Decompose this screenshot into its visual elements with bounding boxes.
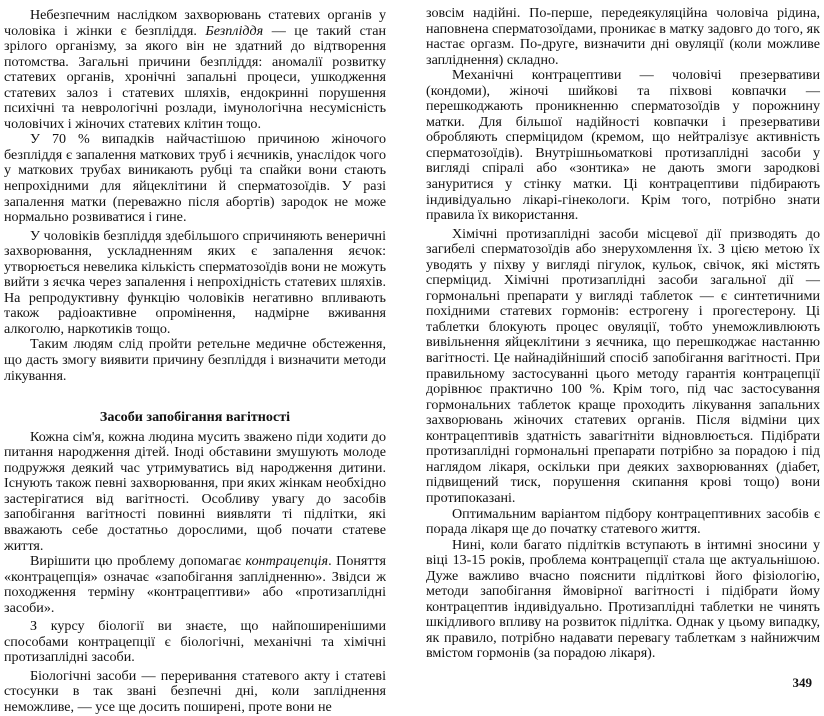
paragraph-teen-contraception: Нині, коли багато підлітків вступають в інтимні зносини у віці 13-15 років, проблема контрацепції стала ще актуальнішою. Дуже важливо вчасно пояснити підліткові його фізіологію, методи запобігання ймовірної вагітності і підібрати йому контрацептив індивідуально. Протизаплідні таблетки не чинять шкідливого впливу на розвиток підлітка. Однак у цьому випадку, як правило, потрібно надавати перевагу таблеткам з найнижчим вмістом гормонів (за порадою лікаря). bbox=[426, 536, 820, 662]
paragraph-medical-examination: Таким людям слід пройти ретельне медичне обстеження, що дасть змогу виявити причину безпліддя і визначити методи лікування. bbox=[4, 336, 386, 384]
paragraph-biological-unreliable: зовсім надійні. По-перше, передеякуляційна чоловіча рідина, наповнена сперматозоїдами, проникає в матку задовго до того, як настає оргазм. По-друге, визначити дні овуляції (коли можливе запліднення) складно. bbox=[426, 5, 820, 68]
left-column bbox=[4, 8, 386, 716]
section-heading: Засоби запобігання вагітності bbox=[99, 409, 291, 426]
paragraph-mechanical-contraceptives: Механічні контрацептиви — чоловічі презервативи (кондоми), жіночі шийкові та піхвові ковпачки — перешкоджають проникненню сперматозоїдів у порожнину матки. Для більшої надійності ковпачки і презервативи обробляють сперміцидом (кремом, що нейтралізує активність сперматозоїдів). Внутрішньоматкові протизаплідні засоби у вигляді спіралі або «зонтика» не дають змоги зародкові зануритися у стінку матки. Ці контрацептиви підбирають індивідуально лікарі-гінекологи. Крім того, потрібно знати правила їх використання. bbox=[426, 67, 820, 224]
paragraph-optimal-choice: Оптимальним варіантом підбору контрацептивних засобів є порада лікаря ще до початку статевого життя. bbox=[426, 505, 820, 538]
paragraph-family-planning: Кожна сім'я, кожна людина мусить зважено піди ходити до питання народження дітей. Іноді обставини змушують молоде подружжя деякий час утримуватись від народження дитини. Існують також певні захворювання, при яких жінкам необхідно застерігатися від вагітності. Особливу увагу до засобів запобігання вагітності повинні виявляти ті підлітки, які вважають себе достатньо дорослими, щоб почати статеве життя. bbox=[4, 428, 386, 554]
page-number: 349 bbox=[792, 675, 812, 690]
paragraph-infertility-definition: Небезпечним наслідком захворювань статевих органів у чоловіка і жінки є безпліддя. Безпліддя — це такий стан зрілого організму, за якого він не здатний до відтворення потомства. Загальні причини безпліддя: аномалії розвитку статевих органів, хронічні запальні процеси, ушкодження статевих залоз і статевих шляхів, ендокринні порушення психічні та неврологічні розлади, імунологічна несумісність чоловічих і жіночих статевих клітин тощо. bbox=[4, 7, 386, 132]
right-column bbox=[426, 6, 820, 662]
term-contraception: контрацепція bbox=[245, 553, 329, 570]
paragraph-male-infertility: У чоловіків безпліддя здебільшого спричиняють венеричні захворювання, ускладненням яких є запалення яєчок: утворюється невелика кількість сперматозоїдів вони не можуть вийти з яєчка через запалення і непрохідність статевих шляхів. На репродуктивну функцію чоловіків негативно впливають також радіоактивне опромінення, надмірне вживання алкоголю, наркотиків тощо. bbox=[4, 227, 386, 337]
paragraph-female-infertility: У 70 % випадків найчастішою причиною жіночого безпліддя є запалення маткових труб і яєчників, унаслідок чого у маткових трубах виникають рубці та спайки вони стають непрохідними для яйцеклітини й сперматозоїдів. У разі запалення матки (переважно після абортів) зародок не може нормально розвиватися і гине. bbox=[4, 131, 386, 226]
paragraph-biological-methods: Біологічні засоби — переривання статевого акту і статеві стосунки в так звані безпечні дні, коли запліднення неможливе, — усе ще досить поширені, проте вони не bbox=[4, 667, 386, 715]
paragraph-chemical-contraceptives: Хімічні протизаплідні засоби місцевої дії призводять до загибелі сперматозоїдів або знерухомлення їх. З цією метою їх уводять у піхву у вигляді пігулок, кульок, свічок, які містять сперміцид. Хімічні протизаплідні засоби загальної дії — гормональні препарати у вигляді таблеток — є синтетичними похідними статевих гормонів: естрогену і прогестерону. Ці таблетки блокують процес овуляції, тобто унеможливлюють вивільнення яйцеклітини з яєчника, що перешкоджає настанню вагітності. Це найнадійніший спосіб запобігання вагітності. При правильному застосуванні цього методу гарантія контрацепції дорівнює практично 100 %. Крім того, під час застосування гормональних таблеток краще проходить лікування запальних захворювань жіночих статевих органів. Після відміни цих контрацептивів здатність завагітніти відновлюється. Підібрати протизаплідні гормональні препарати потрібно за порадою і під наглядом лікаря, оскільки при деяких захворюваннях (діабет, підвищений тиск, порушення скипання крові тощо) вони протипоказані. bbox=[426, 225, 820, 506]
paragraph-contraception-methods: З курсу біології ви знаєте, що найпоширенішими способами контрацепції є біологічні, механічні та хімічні протизаплідні засоби. bbox=[4, 618, 386, 666]
term-infertility: Безпліддя bbox=[205, 22, 264, 39]
paragraph-contraception-definition: Вирішити цю проблему допомагає контрацепція. Поняття «контрацепція» означає «запобігання заплідненню». Звідси ж походження терміну «контрацептиви» або «протизаплідні засоби». bbox=[4, 553, 387, 616]
